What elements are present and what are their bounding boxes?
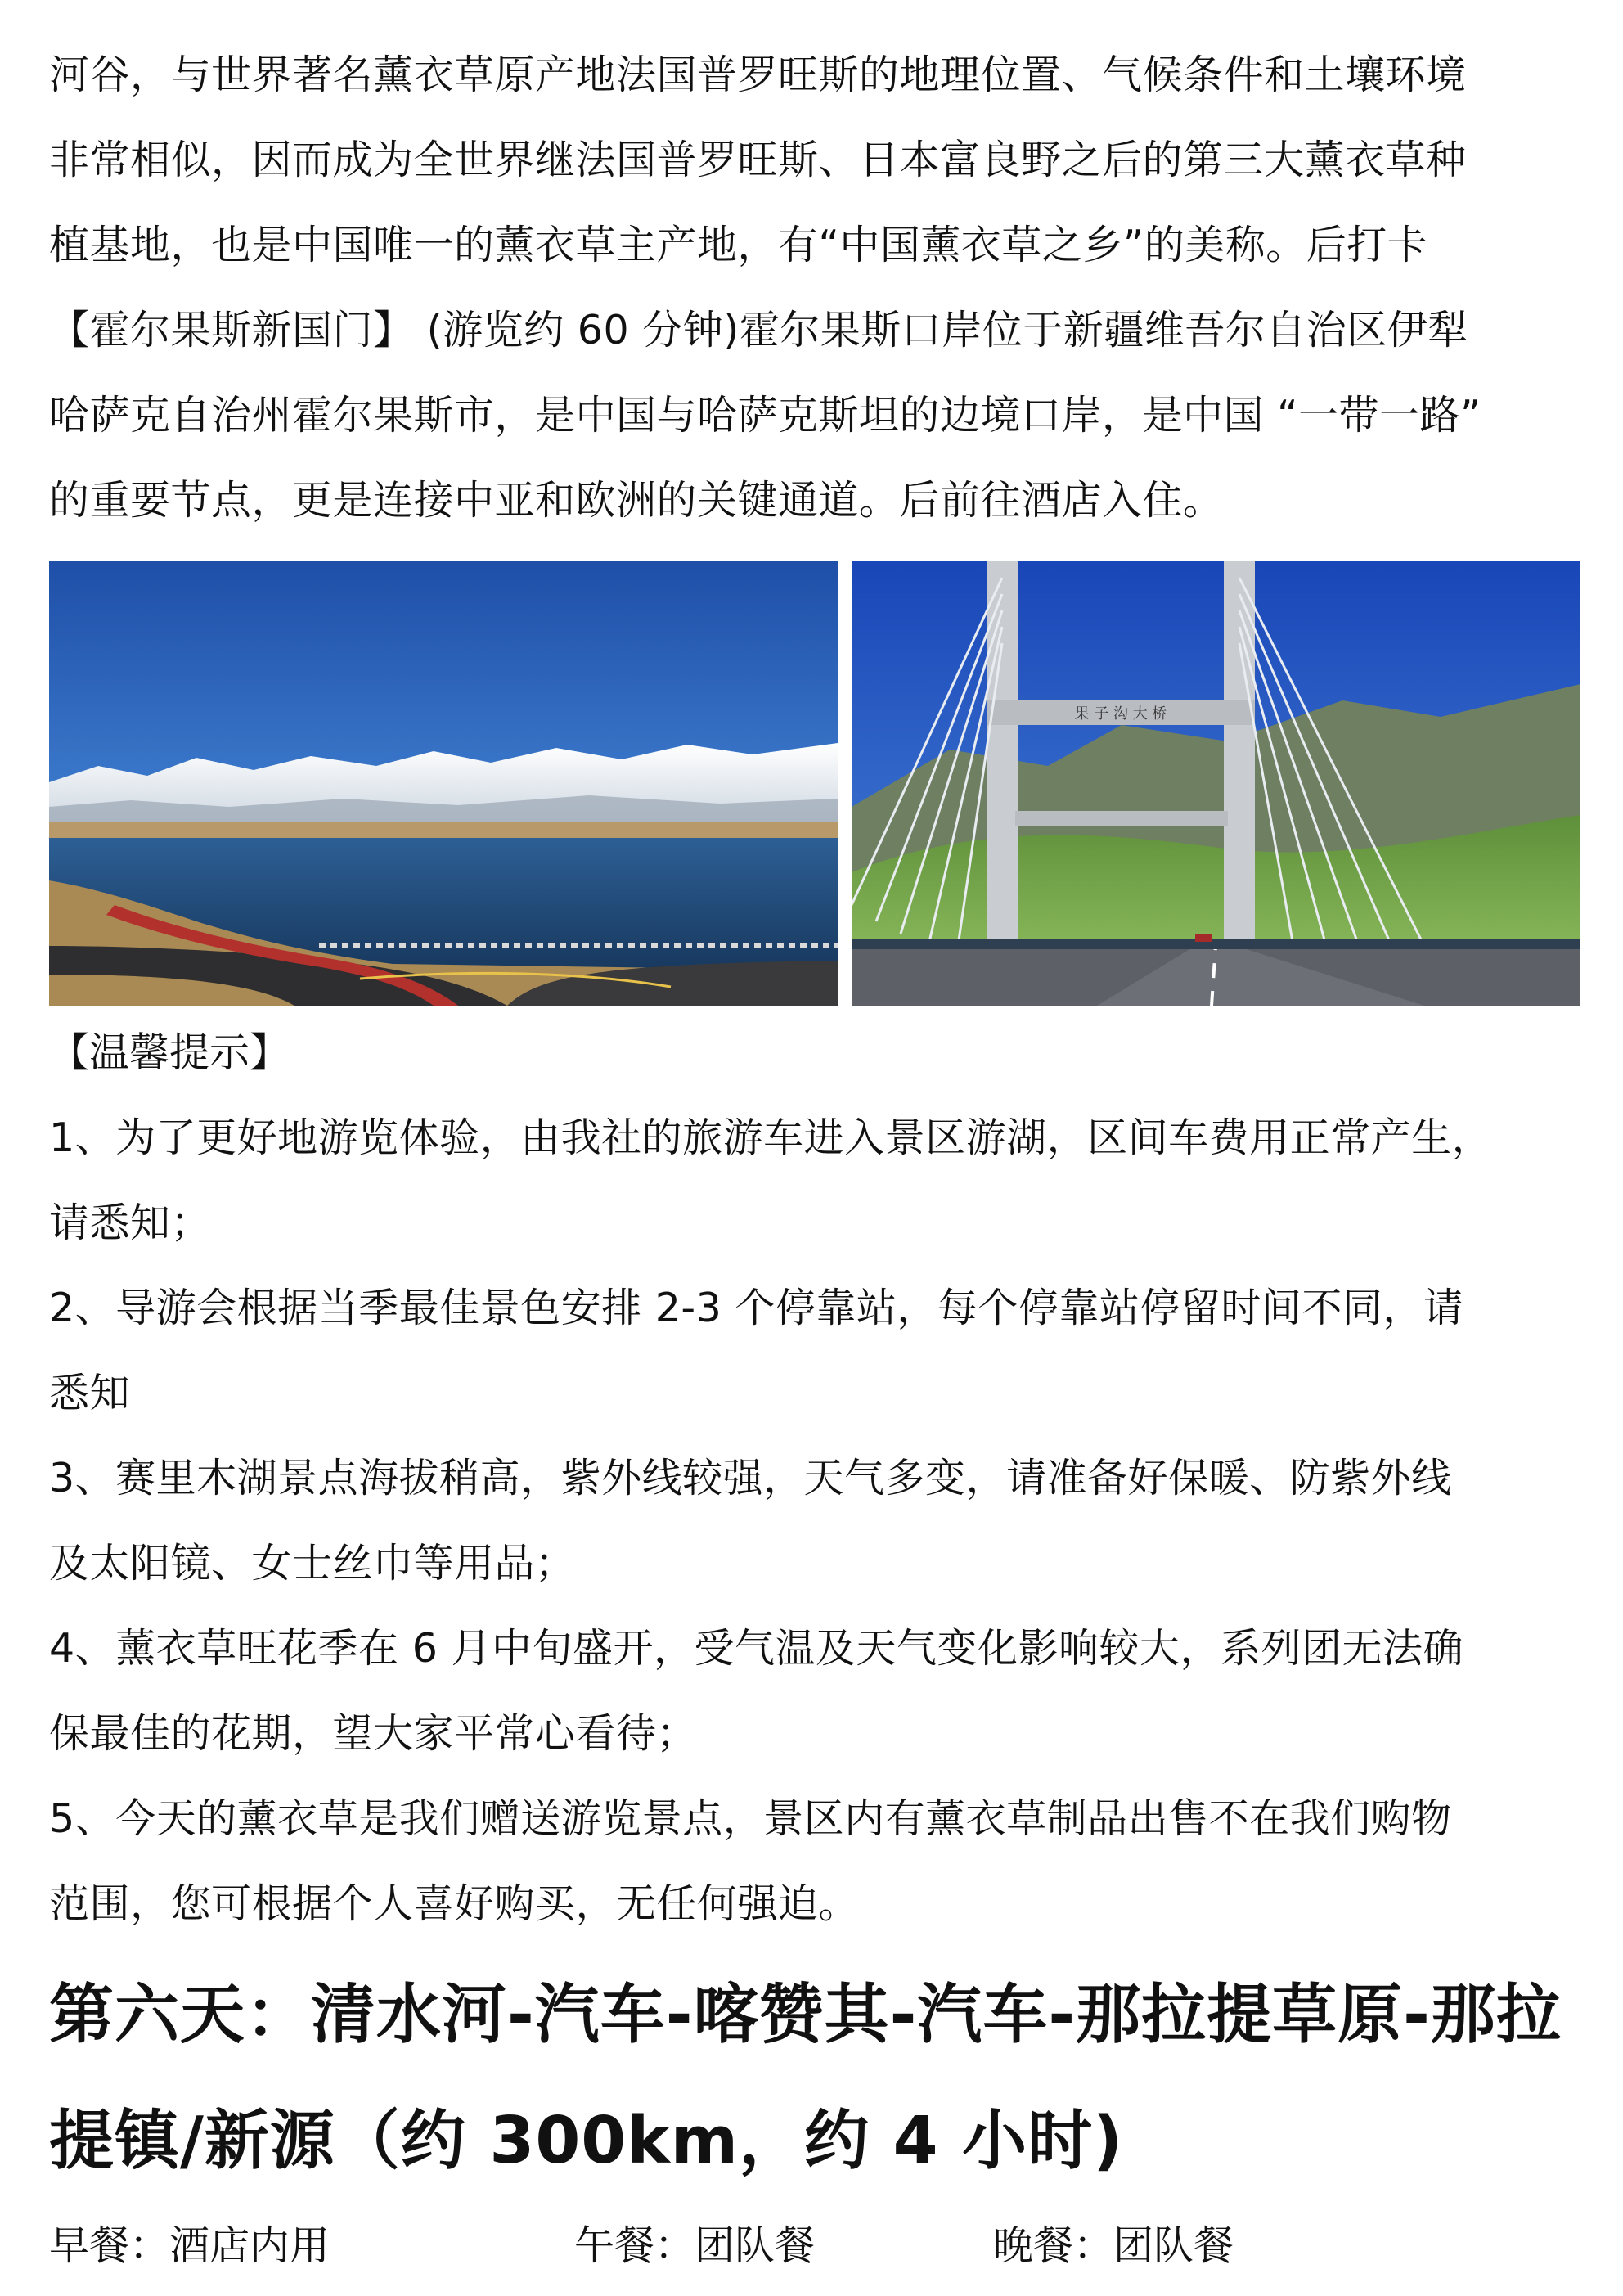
intro-line: 的重要节点，更是连接中亚和欧洲的关键通道。后前往酒店入住。	[49, 477, 1224, 524]
intro-line: 非常相似，因而成为全世界继法国普罗旺斯、日本富良野之后的第三大薰衣草种	[49, 137, 1467, 183]
tip-line: 5、今天的薰衣草是我们赠送游览景点，景区内有薰衣草制品出售不在我们购物	[49, 1795, 1452, 1842]
tip-line: 及太阳镜、女士丝巾等用品；	[49, 1540, 576, 1587]
bridge-photo	[852, 561, 1580, 1006]
dinner-info: 晚餐：团队餐	[993, 2222, 1234, 2269]
tips-section	[49, 1011, 1580, 1947]
tips-title: 【温馨提示】	[49, 1029, 290, 1076]
day6-title-line1: 第六天：清水河-汽车-喀赞其-汽车-那拉提草原-那拉	[49, 1977, 1562, 2052]
tip-line: 请悉知；	[49, 1200, 212, 1246]
intro-line: 【霍尔果斯新国门】 (游览约 60 分钟)霍尔果斯口岸位于新疆维吾尔自治区伊犁	[49, 307, 1468, 353]
photo-row	[49, 561, 1580, 1006]
intro-line: 植基地，也是中国唯一的薰衣草主产地，有“中国薰衣草之乡”的美称。后打卡	[49, 222, 1428, 268]
tip-line: 悉知	[49, 1370, 131, 1416]
lake-photo	[49, 561, 838, 1006]
tip-line: 1、为了更好地游览体验，由我社的旅游车进入景区游湖，区间车费用正常产生，	[49, 1114, 1493, 1161]
meals-row	[49, 2204, 1580, 2289]
intro-paragraph	[49, 33, 1580, 543]
intro-line: 河谷，与世界著名薰衣草原产地法国普罗旺斯的地理位置、气候条件和土壤环境	[49, 52, 1467, 98]
tip-line: 2、导游会根据当季最佳景色安排 2-3 个停靠站，每个停靠站停留时间不同，请	[49, 1285, 1464, 1331]
intro-line: 哈萨克自治州霍尔果斯市，是中国与哈萨克斯坦的边境口岸，是中国 “一带一路”	[49, 392, 1481, 439]
breakfast-info: 早餐：酒店内用	[49, 2222, 330, 2269]
bridge-sign-text: 果 子 沟 大 桥	[1074, 705, 1167, 723]
lunch-info: 午餐：团队餐	[574, 2222, 816, 2269]
bridge-photo-illustration	[852, 561, 1580, 1006]
day6-section	[49, 1952, 1580, 2289]
day6-title-line2: 提镇/新源（约 300km，约 4 小时)	[49, 2103, 1124, 2178]
tip-line: 3、赛里木湖景点海拔稍高，紫外线较强，天气多变，请准备好保暖、防紫外线	[49, 1455, 1452, 1501]
day6-title	[49, 1952, 1580, 2204]
lake-photo-illustration	[49, 561, 838, 1006]
tip-line: 4、薰衣草旺花季在 6 月中旬盛开，受气温及天气变化影响较大，系列团无法确	[49, 1625, 1464, 1672]
document-page	[49, 33, 1580, 2289]
tip-line: 范围，您可根据个人喜好购买，无任何强迫。	[49, 1880, 860, 1927]
tip-line: 保最佳的花期，望大家平常心看待；	[49, 1710, 698, 1757]
